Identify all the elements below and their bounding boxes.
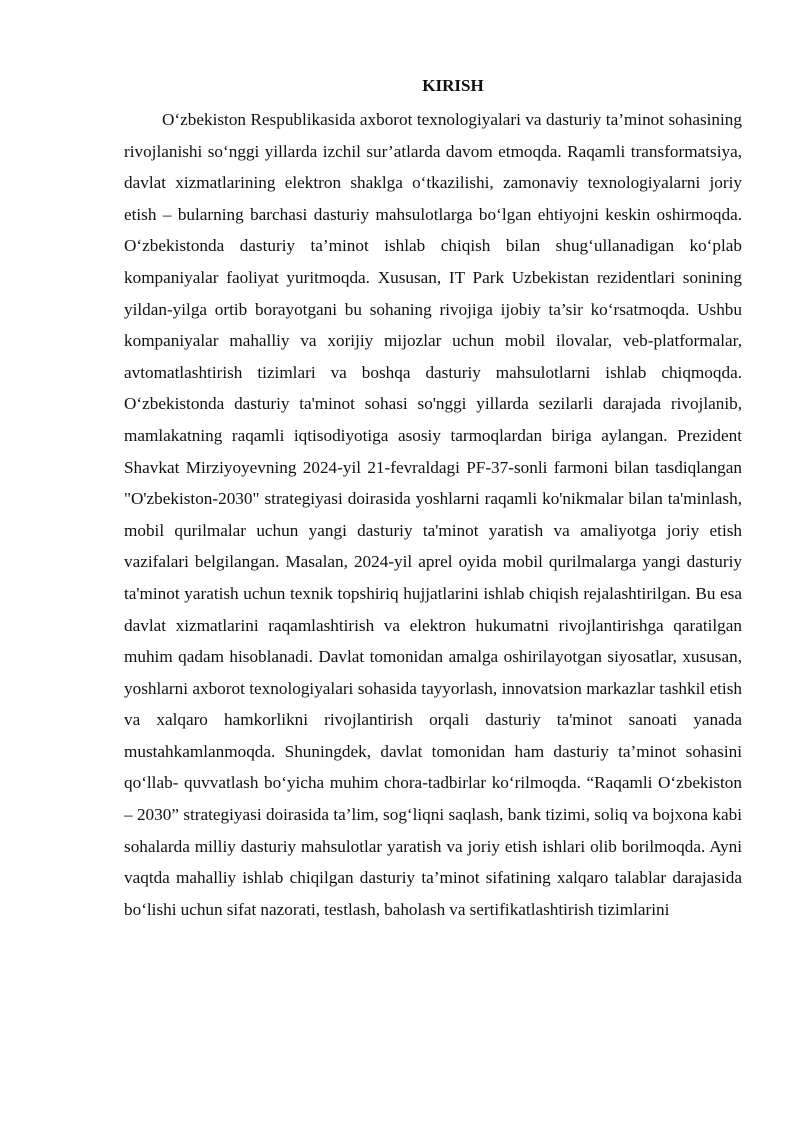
body-paragraph: O‘zbekiston Respublikasida axborot texnologiyalari va dasturiy ta’minot sohasining rivojlanishi so‘nggi yillarda izchil sur’atlarda davom etmoqda. Raqamli transformatsiya, davlat xizmatlarining elektron shaklga o‘tkazilishi, zamonaviy texnologiyalarni joriy etish – bularning barchasi dasturiy mahsulotlarga bo‘lgan ehtiyojni keskin oshirmoqda. O‘zbekistonda dasturiy ta’minot ishlab chiqish bilan shug‘ullanadigan ko‘plab kompaniyalar faoliyat yuritmoqda. Xususan, IT Park Uzbekistan rezidentlari sonining yildan-yilga ortib borayotgani bu sohaning rivojiga ijobiy ta’sir ko‘rsatmoqda. Ushbu kompaniyalar mahalliy va xorijiy mijozlar uchun mobil ilovalar, veb-platformalar, avtomatlashtirish tizimlari va boshqa dasturiy mahsulotlarni ishlab chiqmoqda. O‘zbekistonda dasturiy ta'minot sohasi so'nggi yillarda sezilarli darajada rivojlanib, mamlakatning raqamli iqtisodiyotiga asosiy tarmoqlardan biriga aylangan. Prezident Shavkat Mirziyoyevning 2024-yil 21-fevraldagi PF-37-sonli farmoni bilan tasdiqlangan "O'zbekiston-2030" strategiyasi doirasida yoshlarni raqamli ko'nikmalar bilan ta'minlash, mobil qurilmalar uchun yangi dasturiy ta'minot yaratish va amaliyotga joriy etish vazifalari belgilangan. Masalan, 2024-yil aprel oyida mobil qurilmalarga yangi dasturiy ta'minot yaratish uchun texnik topshiriq hujjatlarini ishlab chiqish rejalashtirilgan. Bu esa davlat xizmatlarini raqamlashtirish va elektron hukumatni rivojlantirishga qaratilgan muhim qadam hisoblanadi. Davlat tomonidan amalga oshirilayotgan siyosatlar, xususan, yoshlarni axborot texnologiyalari sohasida tayyorlash, innovatsion markazlar tashkil etish va xalqaro hamkorlikni rivojlantirish orqali dasturiy ta'minot sanoati yanada mustahkamlanmoqda. Shuningdek, davlat tomonidan ham dasturiy ta’minot sohasini qo‘llab- quvvatlash bo‘yicha muhim chora-tadbirlar ko‘rilmoqda. “Raqamli O‘zbekiston – 2030” strategiyasi doirasida ta’lim, sog‘liqni saqlash, bank tizimi, soliq va bojxona kabi sohalarda milliy dasturiy mahsulotlar yaratish va joriy etish ishlari olib borilmoqda. Ayni vaqtda mahalliy ishlab chiqilgan dasturiy ta’minot sifatining xalqaro talablar darajasida bo‘lishi uchun sifat nazorati, testlash, baholash va sertifikatlashtirish tizimlarini	[124, 110, 742, 919]
section-heading: KIRISH	[422, 76, 484, 95]
